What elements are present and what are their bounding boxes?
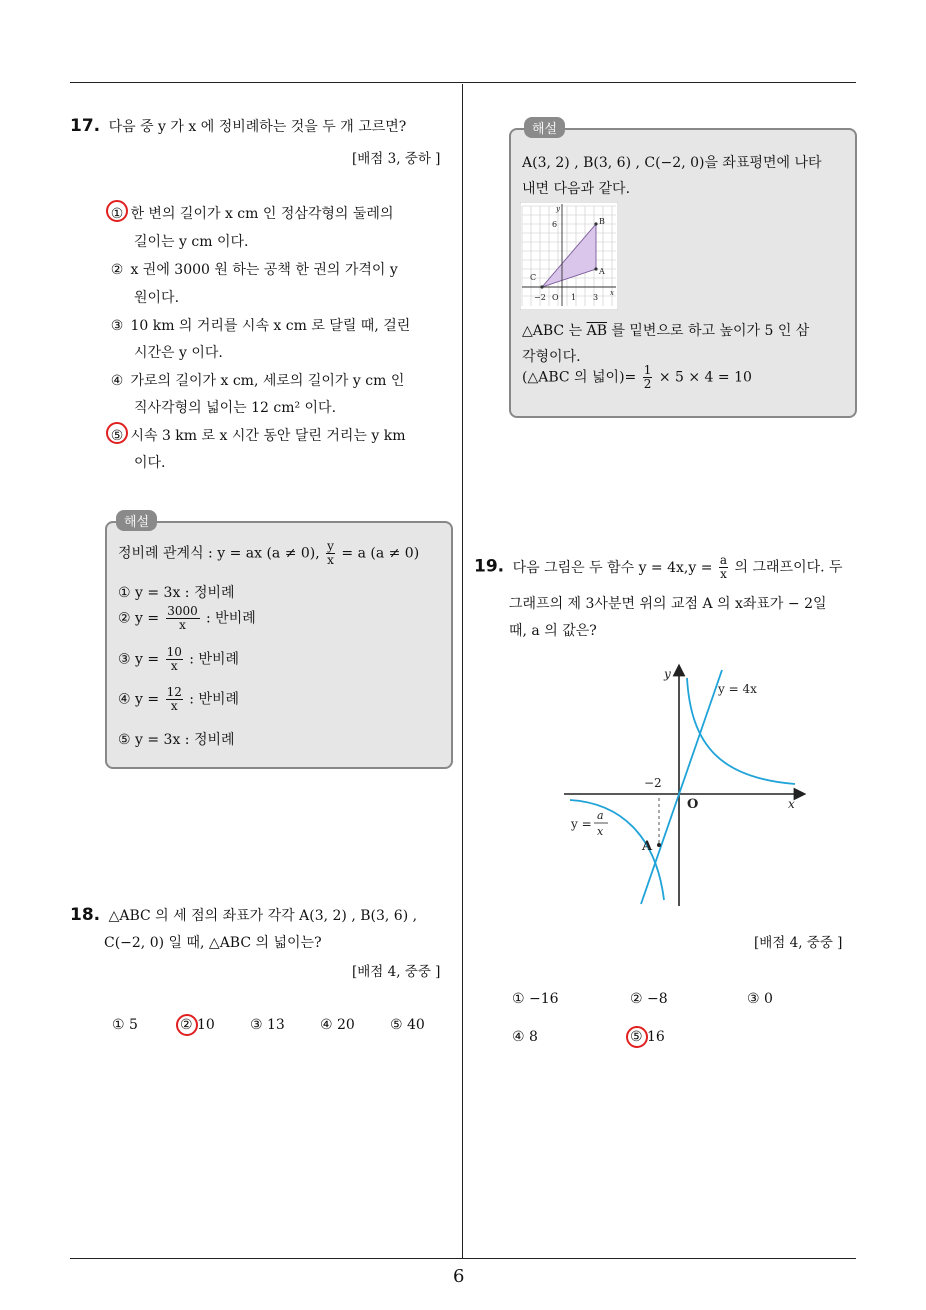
q18-coordinate-graph <box>520 202 618 310</box>
q18-choice-5[interactable] <box>390 1017 425 1033</box>
fraction-denominator: 2 <box>643 377 652 391</box>
question-text: 의 그래프이다. 두 <box>734 559 843 576</box>
tick-label: 6 <box>552 220 558 229</box>
question-number: 17. <box>70 116 101 136</box>
choice-mark: ① <box>112 1017 125 1033</box>
fraction-numerator: 3000 <box>167 604 198 618</box>
solution-badge: 해설 <box>524 117 565 138</box>
item-text: y = 3x : 정비례 <box>135 585 235 601</box>
q19-choice-4[interactable] <box>512 1029 538 1045</box>
q17-source: [배점 3, 중하 ] <box>352 151 441 167</box>
choice-mark: ③ <box>250 1017 263 1033</box>
solution-intro-tail: = a (a ≠ 0) <box>341 545 420 562</box>
solution-item <box>118 605 256 632</box>
tick-label: 1 <box>571 293 577 302</box>
fraction-numerator: 1 <box>643 363 652 377</box>
solution-text-part: 를 밑변으로 하고 높이가 5 인 삼 <box>611 323 810 339</box>
point-label-b: B <box>599 217 605 226</box>
solution-text: 각형이다. <box>522 349 581 365</box>
fraction <box>643 364 653 391</box>
point-label-a: A <box>599 267 605 276</box>
choice-text: x 권에 3000 원 하는 공책 한 권의 가격이 y <box>130 262 398 278</box>
question-text: 때, a 의 값은? <box>509 623 597 639</box>
item-mark: ② <box>118 610 131 627</box>
question-text: △ABC 의 세 점의 좌표가 각각 A(3, 2) , B(3, 6) , <box>108 908 418 924</box>
axis-label-y: y <box>664 667 671 681</box>
question-text: 그래프의 제 3사분면 위의 교점 A 의 x좌표가 − 2일 <box>509 596 827 612</box>
hyperbola-label: y = <box>571 817 592 831</box>
item-mark: ⑤ <box>118 732 131 748</box>
hyperbola-label-numerator: a <box>597 809 604 822</box>
solution-item <box>118 729 235 749</box>
question-number: 19. <box>474 556 505 577</box>
q18-choice-1[interactable] <box>112 1017 138 1033</box>
choice-mark: ⑤ <box>110 428 124 444</box>
choice-mark: ④ <box>320 1017 333 1033</box>
tick-label: −2 <box>534 293 546 302</box>
choice-text: 16 <box>647 1029 665 1045</box>
choice-mark: ④ <box>110 373 124 389</box>
segment-ab: $\overline{AB}$ <box>586 323 607 339</box>
solution-area <box>522 364 752 391</box>
choice-text: 10 km 의 거리를 시속 x cm 로 달릴 때, 걸린 <box>130 318 411 334</box>
item-text: y = <box>135 691 160 708</box>
top-rule <box>70 82 856 83</box>
choice-text: −8 <box>647 991 668 1007</box>
fraction <box>326 540 335 567</box>
solution-item <box>118 582 235 602</box>
q19-choice-1[interactable] <box>512 991 559 1007</box>
q19-question <box>474 554 843 581</box>
q18-choice-4[interactable] <box>320 1017 355 1033</box>
solution-text: A(3, 2) , B(3, 6) , C(−2, 0)을 좌표평면에 나타 <box>522 155 822 171</box>
solution-text-part: (△ABC 의 넓이)= <box>522 369 637 386</box>
point-label-c: C <box>530 273 537 282</box>
choice-text: 가로의 길이가 x cm, 세로의 길이가 y cm 인 <box>130 373 405 389</box>
q19-choice-2[interactable] <box>630 991 668 1007</box>
choice-mark: ① <box>512 991 525 1007</box>
solution-text <box>522 320 809 340</box>
solution-text-part: △ABC 는 <box>522 323 583 339</box>
choice-mark: ④ <box>512 1029 525 1045</box>
choice-text: 시간은 y 이다. <box>134 345 223 361</box>
bottom-rule <box>70 1258 856 1259</box>
choice-mark: ② <box>180 1017 193 1033</box>
choice-text: −16 <box>529 991 559 1007</box>
fraction <box>166 646 183 673</box>
solution-item <box>118 646 239 673</box>
choice-mark: ② <box>110 262 124 278</box>
choice-text: 시속 3 km 로 x 시간 동안 달린 거리는 y km <box>130 428 406 444</box>
choice-text: 한 변의 길이가 x cm 인 정삼각형의 둘레의 <box>130 206 394 222</box>
solution-text: 내면 다음과 같다. <box>522 181 631 197</box>
axis-label-x: x <box>610 289 614 297</box>
item-mark: ④ <box>118 691 131 708</box>
q19-choice-5[interactable] <box>630 1029 665 1045</box>
fraction-numerator: 10 <box>166 645 182 659</box>
column-divider <box>462 84 463 1259</box>
page-number: 6 <box>453 1266 465 1287</box>
question-number: 18. <box>70 905 101 925</box>
fraction-denominator: x <box>170 699 178 713</box>
item-text: : 반비례 <box>206 610 256 627</box>
choice-mark: ⑤ <box>630 1029 643 1045</box>
solution-intro <box>118 540 419 567</box>
tick-label-neg2: −2 <box>644 776 662 790</box>
item-text: y = <box>135 651 160 668</box>
choice-text: 직사각형의 넓이는 12 cm² 이다. <box>134 400 337 416</box>
item-text: : 반비례 <box>189 691 240 708</box>
solution-text-part: × 5 × 4 = 10 <box>658 369 752 386</box>
axis-label-x: x <box>788 797 795 811</box>
origin-label: O <box>687 797 699 812</box>
line-label: y = 4x <box>718 682 757 696</box>
q19-function-graph <box>560 660 810 912</box>
q17-question <box>70 116 406 136</box>
fraction-numerator: y <box>327 539 334 553</box>
item-text: y = <box>135 610 160 627</box>
fraction-denominator: x <box>720 567 727 581</box>
tick-label: 3 <box>593 293 599 302</box>
question-text: C(−2, 0) 일 때, △ABC 의 넓이는? <box>104 935 322 951</box>
solution-intro-text: 정비례 관계식 : y = ax (a ≠ 0), <box>118 545 320 562</box>
choice-text: 원이다. <box>134 290 180 306</box>
item-text: y = 3x : 정비례 <box>135 732 235 748</box>
choice-text: 8 <box>529 1029 538 1045</box>
choice-mark: ⑤ <box>390 1017 403 1033</box>
fraction-denominator: x <box>179 618 186 632</box>
q19-source: [배점 4, 중중 ] <box>754 935 843 951</box>
fraction-numerator: 12 <box>166 685 182 699</box>
fraction-numerator: a <box>719 553 728 567</box>
question-text: 다음 그림은 두 함수 y = 4x,y = <box>512 559 713 576</box>
choice-text: 13 <box>267 1017 285 1033</box>
point-label-a: A <box>642 839 653 854</box>
choice-mark: ① <box>110 206 124 222</box>
choice-text: 0 <box>764 991 773 1007</box>
choice-mark: ③ <box>110 318 124 334</box>
question-text: 다음 중 y 가 x 에 정비례하는 것을 두 개 고르면? <box>108 119 407 135</box>
item-mark: ① <box>118 585 131 601</box>
q19-choice-3[interactable] <box>747 991 773 1007</box>
choice-mark: ③ <box>747 991 760 1007</box>
solution-item <box>118 686 239 713</box>
fraction <box>166 605 200 632</box>
hyperbola-label-denominator: x <box>597 825 604 838</box>
choice-text: 길이는 y cm 이다. <box>134 234 249 250</box>
fraction <box>719 554 728 581</box>
q18-choice-2[interactable] <box>180 1017 215 1033</box>
item-text: : 반비례 <box>189 651 240 668</box>
q18-question <box>70 905 417 925</box>
fraction-denominator: x <box>327 553 334 567</box>
choice-text: 20 <box>337 1017 355 1033</box>
q18-choice-3[interactable] <box>250 1017 285 1033</box>
fraction-denominator: x <box>170 659 178 673</box>
choice-text: 10 <box>197 1017 215 1033</box>
item-mark: ③ <box>118 651 131 668</box>
solution-badge: 해설 <box>116 510 157 531</box>
q18-source: [배점 4, 중중 ] <box>352 964 441 980</box>
choice-mark: ② <box>630 991 643 1007</box>
choice-text: 이다. <box>134 455 166 471</box>
axis-label-y: y <box>556 205 560 213</box>
choice-text: 5 <box>129 1017 138 1033</box>
origin-label: O <box>552 293 559 302</box>
choice-text: 40 <box>407 1017 425 1033</box>
fraction <box>166 686 183 713</box>
